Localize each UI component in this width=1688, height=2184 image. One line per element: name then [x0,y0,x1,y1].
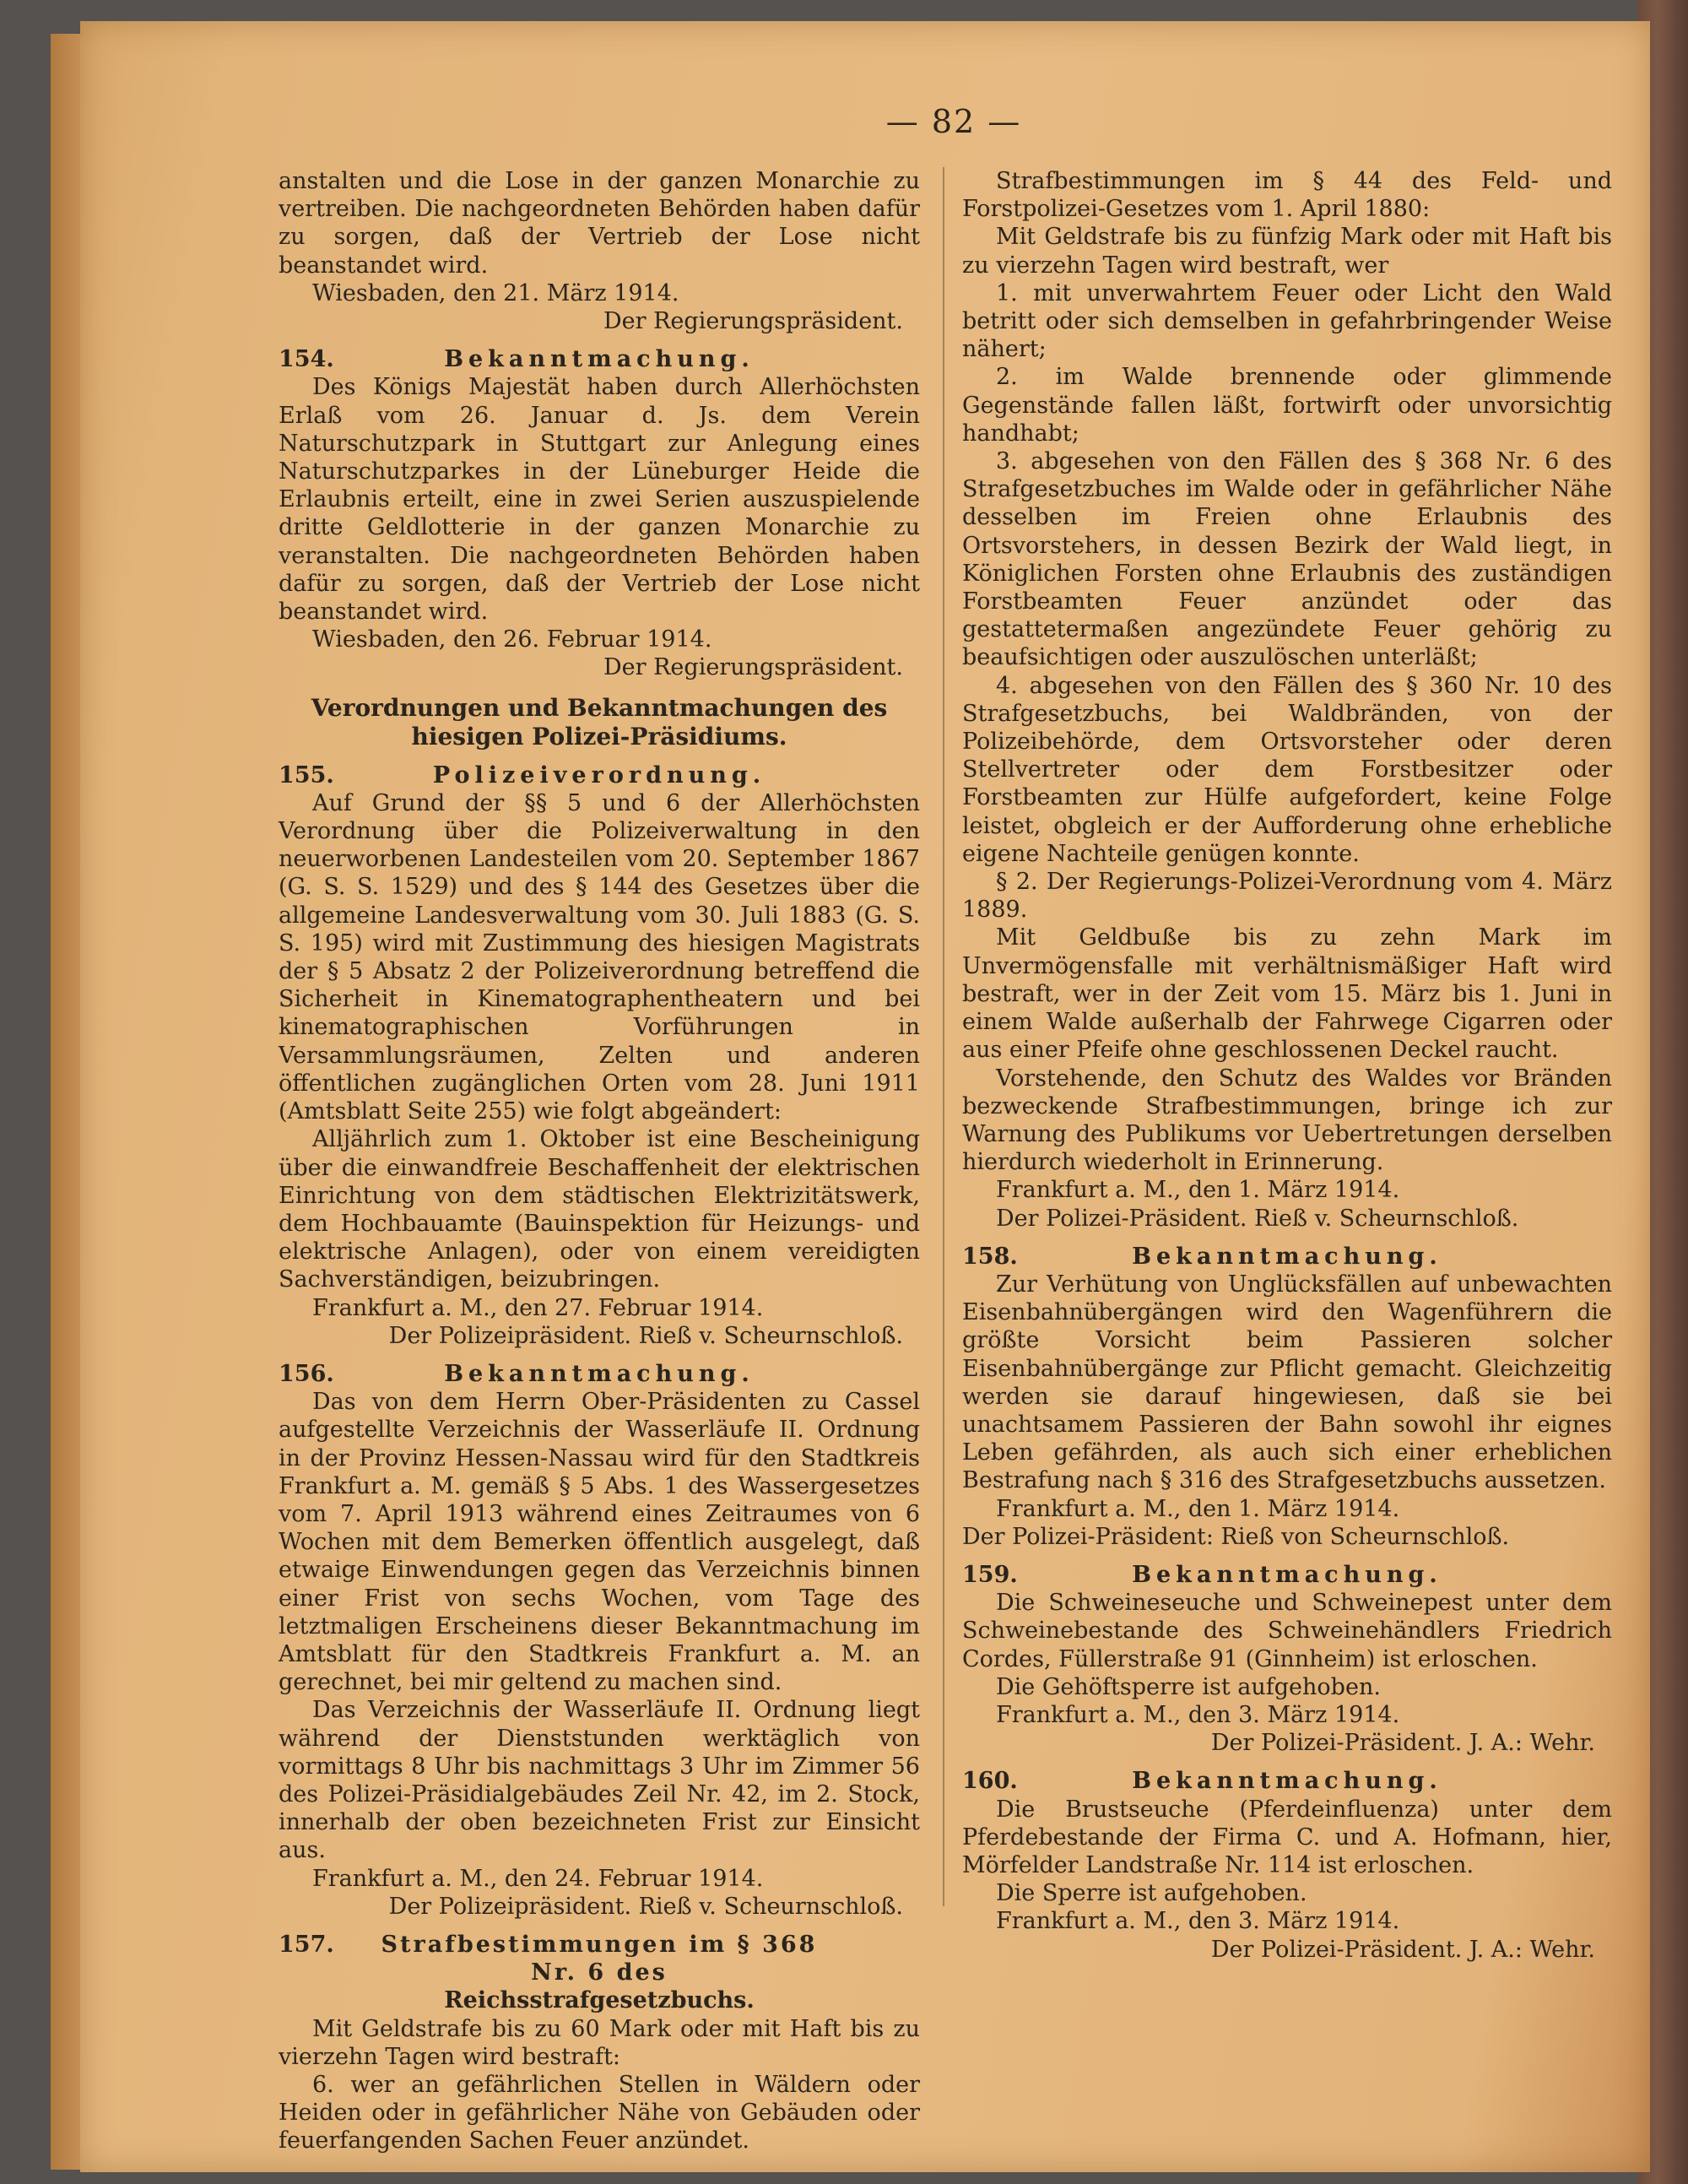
notice-title-cont: Reichsstrafgesetzbuchs. [444,1987,755,2014]
notice-text: Strafbestimmungen im § 44 des Feld- und Forstpolizei-Gesetzes vom 1. April 1880: [962,168,1612,223]
date-line: Wiesbaden, den 21. März 1914. [312,279,679,306]
signature: Der Polizei-Präsident: Rieß von Scheurnschloß. [962,1523,1510,1550]
list-item: 3. abgesehen von den Fällen des § 368 Nr. 6 des Strafgesetzbuches im Walde oder in gefährlicher Nähe desselben im Freien ohne Erlaubnis des Ortsvorstehers, in dessen Bezirk der Wald liegt, in Königlichen Forsten ohne Erlaubnis des zuständigen Forstbeamten Feuer anzündet oder das gestattetermaßen angezündete Feuer gehörig zu beaufsichtigen oder auszulöschen unterläßt; [962,448,1612,671]
date-line: Frankfurt a. M., den 3. März 1914. [996,1701,1400,1728]
notice-text: Alljährlich zum 1. Oktober ist eine Bescheinigung über die einwandfreie Beschaffenheit der elektrischen Einrichtung von dem städtischen Elektrizitätswerk, dem Hochbauamte (Bauinspektion für Heizungs- und elektrische Anlagen), oder von einem vereidigten Sachverständigen, beizubringen. [279,1126,920,1293]
signature: Der Polizei-Präsident. Rieß v. Scheurnschloß. [996,1205,1519,1232]
notice-text: Vorstehende, den Schutz des Waldes vor Bränden bezweckende Strafbestimmungen, bringe ich zur Warnung des Publikums vor Uebertretungen derselben hierdurch wiederholt in Erinnerung. [962,1065,1612,1176]
notice-text: Das von dem Herrn Ober-Präsidenten zu Cassel aufgestellte Verzeichnis der Wasserläufe II. Ordnung in der Provinz Hessen-Nassau wird für den Stadtkreis Frankfurt a. M. gemäß § 5 Abs. 1 des Wassergesetzes vom 7. April 1913 während eines Zeitraumes von 6 Wochen mit dem Bemerken öffentlich ausgelegt, daß etwaige Einwendungen gegen das Verzeichnis binnen einer Frist von sechs Wochen, vom Tage des letztmaligen Erscheinens dieser Bekanntmachung im Amtsblatt für den Stadtkreis Frankfurt a. M. an gerechnet, bei mir geltend zu machen sind. [279,1389,920,1696]
left-column [279,167,920,2155]
notice-text: Mit Geldstrafe bis zu fünfzig Mark oder mit Haft bis zu vierzehn Tagen wird bestraft, wer [962,224,1612,279]
notice-number: 154. [279,346,334,373]
signature: Der Polizeipräsident. Rieß v. Scheurnschloß. [388,1322,903,1349]
date-line: Frankfurt a. M., den 24. Februar 1914. [312,1865,764,1892]
notice-number: 158. [962,1243,1018,1270]
date-line: Frankfurt a. M., den 1. März 1914. [996,1495,1400,1522]
list-item: 1. mit unverwahrtem Feuer oder Licht den Wald betritt oder sich demselben in gefahrbringender Weise nähert; [962,279,1612,363]
notice-number: 159. [962,1561,1018,1588]
notice-heading-155 [279,761,920,789]
notice-heading-158 [962,1243,1612,1271]
list-item: 2. im Walde brennende oder glimmende Gegenstände fallen läßt, fortwirft oder unvorsichtig handhabt; [962,364,1612,447]
date-line: Wiesbaden, den 26. Februar 1914. [312,626,712,653]
notice-text: Mit Geldstrafe bis zu 60 Mark oder mit Haft bis zu vierzehn Tagen wird bestraft: [279,2015,920,2070]
notice-number: 156. [279,1360,334,1387]
notice-text: Mit Geldbuße bis zu zehn Mark im Unvermögensfalle mit verhältnismäßiger Haft wird bestraft, wer in der Zeit vom 15. März bis 1. Juni in einem Walde außerhalb der Fahrwege Cigarren oder aus einer Pfeife ohne geschlossenen Deckel raucht. [962,924,1612,1064]
signature: Der Polizeipräsident. Rieß v. Scheurnschloß. [388,1893,903,1920]
notice-text: 6. wer an gefährlichen Stellen in Wäldern oder Heiden oder in gefährlicher Nähe von Gebäuden oder feuerfangenden Sachen Feuer anzündet. [279,2072,920,2154]
notice-text: Die Schweineseuche und Schweinepest unter dem Schweinebestande des Schweinehändlers Friedrich Cordes, Füllerstraße 91 (Ginnheim) ist erloschen. [962,1590,1612,1672]
right-column [962,167,1612,1964]
notice-title: Polizeiverordnung. [432,761,766,789]
notice-heading-159 [962,1561,1612,1589]
notice-text: Zur Verhütung von Unglücksfällen auf unbewachten Eisenbahnübergängen wird den Wagenführern die größte Vorsicht beim Passieren solcher Eisenbahnübergänge zur Pflicht gemacht. Gleichzeitig werden sie darauf hingewiesen, daß sie bei unachtsamem Passieren der Bahn sowohl ihr eignes Leben gefährden, als auch sich einer erheblichen Bestrafung nach § 316 des Strafgesetzbuchs aussetzen. [962,1271,1612,1494]
notice-number: 155. [279,761,334,789]
page-number: — 82 — [885,103,1022,140]
notice-number: 160. [962,1768,1018,1795]
list-item: 4. abgesehen von den Fällen des § 360 Nr. 10 des Strafgesetzbuchs, bei Waldbränden, von der Polizeibehörde, dem Ortsvorsteher oder deren Stellvertreter oder dem Forstbesitzer oder Forstbeamten zur Hülfe aufgefordert, keine Folge leistet, obgleich er der Aufforderung ohne erhebliche eigene Nachteile genügen konnte. [962,672,1612,867]
column-divider [943,167,944,1906]
date-line: Frankfurt a. M., den 1. März 1914. [996,1177,1400,1204]
notice-title: Strafbestimmungen im § 368 Nr. 6 des [381,1931,818,1986]
notice-number: 157. [279,1931,334,1958]
date-line: Frankfurt a. M., den 27. Februar 1914. [312,1294,764,1321]
notice-heading-160 [962,1767,1612,1795]
notice-heading-156 [279,1360,920,1388]
date-line: Frankfurt a. M., den 3. März 1914. [996,1908,1400,1935]
section-heading: Verordnungen und Bekanntmachungen des hiesigen Polizei-Präsidiums. [311,693,888,751]
notice-text: Des Königs Majestät haben durch Allerhöchsten Erlaß vom 26. Januar d. Js. dem Verein Naturschutzpark in Stuttgart zur Anlegung eines Naturschutzparkes in der Lüneburger Heide die Erlaubnis erteilt, eine in zwei Serien auszuspielende dritte Geldlotterie in der ganzen Monarchie zu veranstalten. Die nachgeordneten Behörden haben dafür zu sorgen, daß der Vertrieb der Lose nicht beanstandet wird. [279,374,920,626]
notice-title: Bekanntmachung. [1132,1768,1442,1795]
notice-title: Bekanntmachung. [444,346,755,373]
signature: Der Regierungspräsident. [603,308,903,335]
notice-text: Das Verzeichnis der Wasserläufe II. Ordnung liegt während der Dienststunden werktäglich von vormittags 8 Uhr bis nachmittags 3 Uhr im Zimmer 56 des Polizei-Präsidialgebäudes Zeil Nr. 42, im 2. Stock, innerhalb der oben bezeichneten Frist zur Einsicht aus. [279,1697,920,1864]
notice-text: Auf Grund der §§ 5 und 6 der Allerhöchsten Verordnung über die Polizeiverwaltung in den neuerworbenen Landesteilen vom 20. September 1867 (G. S. S. 1529) und des § 144 des Gesetzes über die allgemeine Landesverwaltung vom 30. Juli 1883 (G. S. S. 195) wird mit Zustimmung des hiesigen Magistrats der § 5 Absatz 2 der Polizeiverordnung betreffend die Sicherheit in Kinematographentheatern und bei kinematographischen Vorführungen in Versammlungsräumen, Zelten und anderen öffentlichen zugänglichen Orten vom 28. Juni 1911 (Amtsblatt Seite 255) wie folgt abgeändert: [279,789,920,1125]
notice-text: Die Gehöftsperre ist aufgehoben. [996,1673,1381,1700]
notice-heading-154 [279,345,920,373]
notice-title: Bekanntmachung. [444,1360,755,1387]
notice-heading-157 [279,1931,920,1986]
signature: Der Regierungspräsident. [603,654,903,681]
signature: Der Polizei-Präsident. J. A.: Wehr. [1210,1730,1595,1757]
notice-text: § 2. Der Regierungs-Polizei-Verordnung vom 4. März 1889. [962,869,1612,924]
notice-text: Die Sperre ist aufgehoben. [996,1880,1307,1907]
notice-text: Die Brustseuche (Pferdeinfluenza) unter dem Pferdebestande der Firma C. und A. Hofmann, hier, Mörfelder Landstraße Nr. 114 ist erloschen. [962,1796,1612,1878]
notice-title: Bekanntmachung. [1132,1243,1442,1270]
notice-title: Bekanntmachung. [1132,1561,1442,1588]
signature: Der Polizei-Präsident. J. A.: Wehr. [1210,1936,1595,1963]
continued-text: anstalten und die Lose in der ganzen Monarchie zu vertreiben. Die nachgeordneten Behörden haben dafür zu sorgen, daß der Vertrieb der Lose nicht beanstandet wird. [279,168,920,279]
